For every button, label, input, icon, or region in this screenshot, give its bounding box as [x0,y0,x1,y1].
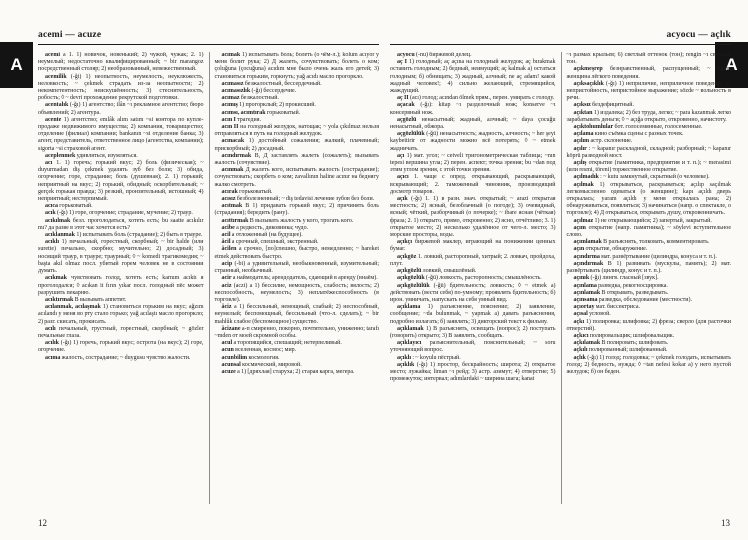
headword: aç II [397,95,409,102]
headword: acıttırmak [221,217,249,224]
dictionary-entry: açılım астр. склонение. [573,138,633,145]
headword: acıklı [45,239,60,246]
dictionary-entry: acibe а редкость, диковинка; чудо. [221,224,309,231]
dictionary-entry: açkı 1) полировка; шлифовка; 2) фреза; сверло (для расточки отверстий). [566,318,731,332]
headword: acunbilim [221,354,248,361]
dictionary-entry: açlık (-ğı) 1) голод; голодовка; ~ çekmek голодать, испытывать голод; 2) бедность, нужда; ◊ ~tan nefesi kokar а) у него пустой желудок; б) он беден. [566,354,731,375]
dictionary-entry: açım открытие (напр. памятника); ~ söylevi вступительное слово. [566,224,731,239]
thumb-tab-letter: A [725,55,738,74]
headword: açgözlü [397,116,417,123]
headword: acınmak [221,167,244,174]
dictionary-entry: acıktırmak В вызывать аппетит. [45,296,127,303]
page-number-right: 13 [721,518,730,528]
headword: açıklamak [397,325,424,332]
headword: açılmak [573,181,594,188]
dictionary-entry: acındırmak В, Д заставлять жалеть (сожалеть); вызывать жалость (сочувствие). [214,152,379,167]
dictionary-entry: acılı печальный, грустный, горестный, скорбный; ~ gözler печальные глаза. [38,325,204,339]
headword: açıkçı [397,239,412,246]
headword: acyocu [397,52,415,58]
headword: acımsı, acımtırak [221,109,266,116]
headword: acındırmak [221,152,252,159]
dictionary-entry: açıksız бездефицитный. [573,102,635,109]
headword: açık [397,196,408,203]
text-columns [38,52,379,504]
dictionary-entry: açıklayıcı разъяснительный, пояснительный; ~ soru уточняющий вопрос. [390,340,556,354]
dictionary-entry: âcil а срочный, спешный, экстренный. [221,239,319,246]
running-head-left: acemi — acuze [38,30,379,45]
headword: acente [45,116,62,123]
headword: açımlamak [573,239,602,246]
headword: açılım [573,138,590,145]
dictionary-entry: acımış 1) прогорклый; 2) прокисший. [221,102,316,109]
dictionary-entry: açıktan 1) издалека; 2) без труда, легко; ~ para kazanmak легко зарабатывать деньги; ◊ ~ açığa открыто, откровенно, начистоту. [566,109,731,123]
dictionary-entry: aciz (aczi) а 1) бессилие, немощность, слабость; вялость; 2) неспособность, неумелость; 3) неплатёжеспособность (в торговле). [214,282,379,303]
dictionary-entry: acıca горьковатый. [45,203,93,210]
headword: açıksaçıklık [573,80,604,87]
dictionary-entry: açıklık (-ğı) 1) простор, бескрайность; широта; 2) открытое место; лужайка; liman ~ı рейд; 3) астр. азимут; 4) отверстие; 5) промежуток; интервал; adımlardaki ~ ширина шага; kanat [390,361,556,383]
headword: âcizane [221,325,241,332]
headword: açıklık [397,361,415,368]
dictionary-entry: açıklama 1) разъяснение, пояснение; 2) заявление, сообщение; ~da bulunmak, ~ yapmak а) давать разъяснения, подробно излагать; б) заявлять; 3) дикторский текст к фильму. [390,304,556,325]
headword: açıksız [573,102,591,109]
dictionary-entry: acemilik (-ği) 1) неопытность, неумелость, неуклюжесть, неловкость; ~ çekmek страдать из-за неопытности; 2) некомпетентность; неискушённость; 3) стеснительность, робость; ◊ ~ devri прохождение рекрутской подготовки. [38,73,204,102]
dictionary-entry: aç I 1) голодный; aç açına на голодный желудок; aç bırakmak оставить голодным; 2) бедный, неимущий; aç kalmak а) остаться голодным; б) обнищать; 3) жадный, алчный; ne aç adam! какой жадный человек!; 4) сильно желающий, стремящийся, жаждущий. [390,59,556,95]
dictionary-entry: acıklı 1) печальный, горестный, скорбный; ~ bir halde (или surette) печально, скорбно; мучительно; 2) досадный; 3) носящий траур, в трауре; траурный; ◊ ~ komedi трагикомедия; ~ başta akıl olmaz посл. убитый горем человек не в состоянии думать. [38,239,204,275]
headword: acul [221,340,233,347]
dictionary-entry: acırak горьковатый. [221,188,273,195]
dictionary-entry: açılmadık : ~ kutu замкнутый, скрытный (о человеке). [573,174,710,181]
dictionary-entry: açkılamak В полировать; шлифовать. [573,340,669,347]
dictionary-entry: acun вселенная, космос; мир. [221,347,297,354]
dictionary-entry: acımaz безжалостный. [221,95,280,102]
headword: açındırma [573,253,600,260]
page-left [38,30,379,522]
headword: âciz [221,304,232,311]
dictionary-entry: acul а торопящийся, спешащий; нетерпеливый. [221,340,342,347]
dictionary-entry: açılmaz 1) не открывающийся; 2) запертый, закрытый. [573,217,712,224]
dictionary-entry: acık (-ğı) 1) горе, огорчение; страдание, мучение; 2) траур. [45,210,193,217]
headword: acıklanmak [45,232,76,239]
dictionary-entry: acunbilim космология. [221,354,280,361]
dictionary-entry: açı 1) мат. угол; ~ cetveli тригонометрическая таблица; ~nın tepesi вершина угла; 2) перен. аспект; точка зрения; bu ~dan под этим углом зрения, с этой точки зрения. [390,152,556,174]
headword: acıtmak [221,203,243,210]
headword: açkıcı [573,332,589,339]
dictionary-entry: açıklamak 1) В разъяснять, освещать (вопрос); 2) поступать (говорить) открыто; 3) В заявлять, сообщать. [390,325,556,339]
dictionary-entry: acıkmak чувствовать голод, хотеть есть; karnım acıktı я проголодался; ◊ acıkan it fırın yıkar посл. голодный пёс может разрушить пекарню. [38,275,204,296]
headword: acip [221,260,233,267]
dictionary-entry: âcizane а-п смиренно, покорно, почтительно, униженно; tarafı ~mden от моей скромной особы. [214,325,379,339]
headword: acıca [45,203,58,210]
headword: aceplenmek [45,152,76,159]
dictionary-entry: açılır : ~ kapanır раскладной, складной; разборный; ~ kapanır köprü разводной мост. [566,145,731,159]
headword: açıklı [397,354,412,361]
headword: acılı [45,325,56,332]
headword: açıkgözlük [397,275,425,282]
headword: acentalık [45,102,69,109]
dictionary-entry: açgözlü ненасытный; жадный, алчный; ~ daya çocuğu ненасытный, обжора. [390,116,556,131]
dictionary-entry: açkılı полированный; шлифованный. [573,347,668,354]
headword: acınacak [221,138,245,145]
headword: acı [45,160,53,167]
dictionary-entry: açıkçı биржевой маклер, играющий на понижении ценных бумаг. [390,239,556,253]
headword: açgözlülük [397,131,425,138]
headword: acunsal [221,361,241,368]
headword: açınsama [573,296,598,303]
dictionary-entry: aç II (acı) голод; acından ölmek прям., перен. умирать с голоду. [397,95,555,102]
dictionary-entry: acın I трагедия. [221,116,261,123]
dictionary-entry: açıkmeşrep безнравственный, распущенный; ~ kadın женщина лёгкого поведения. [566,66,731,80]
headword: açın [573,246,585,253]
dictionary-entry: açın открытие, обнаружение. [573,246,648,253]
dictionary-entry: açıortay мат. биссектриса. [573,304,641,311]
headword: acuze [221,368,236,375]
headword: aciz [221,282,232,289]
dictionary-entry: acı 1. 1) горечь; горький вкус; 2) боль (физическая); ~ duyurmadan diş çekmek удалять зуб без боли; 3) обида, огорчение; горе, страдание; боль (душевная); 2. 1) горький; неприятный на вкус; 2) горький, обидный; оскорбительный; ~ gerçek горькая правда; 3) резкий, пронзительный, истошный; 4) неприятный; нестерпимый. [38,160,204,203]
headword: açlık [573,354,586,361]
headword: acibe [221,224,235,231]
dictionary-entry: acıma жалость, сострадание; ~ duygusu чувство жалости. [45,354,191,361]
dictionary-entry: açınlamak В открывать, разведывать. [573,289,669,296]
headword: açılmaz [573,217,594,224]
dictionary-entry: açınsama разведка, обследование (местности). [573,296,692,303]
headword: acıktırmak [45,296,74,303]
dictionary-entry: açısal угловой. [573,311,611,318]
headword: açıcı [397,174,409,181]
column-1 [390,52,561,504]
dictionary-entry: acımak 1) испытывать боль; болеть (о чём-л.); kolum acıyor у меня болит рука; 2) Д жалеть, сочувствовать; болеть о ком; çoluğuna (çocuğuna) acıdım мне было очень жаль его детей; 3) становиться горьким, горкнуть; yağ acıdı масло прогоркло. [214,52,379,80]
headword: açıktohumlular [573,124,614,131]
headword: acık [45,210,56,217]
headword: açkılı [573,347,588,354]
headword: âcil [221,239,231,246]
headword: açkı [573,318,585,325]
dictionary-entry: acemi а 1. 1) новичок, новенький; 2) чужой, чужак; 2. 1) неумелый; недостаточно квалифицированный; ~ bir marangoz посредственный столяр; 2) необразованный, невежественный. [38,52,204,73]
headword: açkılamak [573,340,601,347]
page-number-left: 12 [38,518,47,528]
dictionary-entry: açgözlülük (-ğü) ненасытность; жадность, алчность; ~ her şeyi kaybettirir от жадности можно всё потерять; ◊ ~ etmek жадничать. [390,131,556,152]
headword: açıkgözlü [397,268,422,275]
headword: açıortay [573,304,595,311]
headword: açınlama [573,282,597,289]
headword: acın II [221,124,239,131]
dictionary-entry: açacak (-ğı): kitap ~ı разделочный нож; konserve ~ı консервный нож. [390,102,556,116]
dictionary-entry: açınlama разведка, рекогносцировка. [573,282,668,289]
headword: acemi [45,52,60,58]
dictionary-entry: acıklanmak 1) испытывать боль (страдание); 2) быть в трауре. [45,232,203,239]
headword: acımasızlık [221,88,251,95]
dictionary-entry: acımsı, acımtırak горьковатый. [221,109,301,116]
headword: açıkmeşrep [573,66,603,73]
headword: açım [573,224,586,231]
headword: açıklama [397,304,421,311]
dictionary-entry: açılama кино съёмка сцены с разных точек. [573,131,684,138]
dictionary-entry: acımasızlık (-ğı) бессердечие. [221,88,297,95]
headword: açıkgöz [397,253,417,260]
headword: acılık [45,340,60,347]
headword: acıkılmak [45,217,71,224]
dictionary-entry: açkıcı полировальщик; шлифовальщик. [573,332,675,339]
headword: açınık [573,275,590,282]
dictionary-entry: açıcı 1. чаще с опред. открывающий, раскрывающий, вскрывающий; 2. таможенный чиновник, производящий досмотр товаров. [390,174,556,195]
dictionary-entry: acınacak 1) достойный сожаления; жалкий, плачевный; прискорбный; 2) досадный. [214,138,379,152]
headword: açısal [573,311,588,318]
dictionary-entry: acıtmak В 1) придавать горький вкус; 2) причинять боль (страдания); бередить (рану). [214,203,379,217]
dictionary-entry: acente 1) агентство; emlâk alım satım ~si контора по купле-продаже недвижимого имущества; 2) компания, товарищество; отделение (филиал) компании; bankanın ~si отделение банка; 3) агент, представитель, ответственное лицо (агентства, компании); sigorta ~si страховой агент. [38,116,204,152]
dictionary-entry: acın II на голодный желудок, натощак; ~ yola çıkılmaz нельзя отправляться в путь на голодный желудок. [214,124,379,138]
headword: aç I [397,59,407,66]
headword: açıklayıcı [397,340,422,347]
headword: acımış [221,102,238,109]
dictionary-entry: acılık (-ğı) 1) горечь, горький вкус; острота (на вкус); 2) горе, огорчение. [38,340,204,354]
headword: açılama [573,131,594,138]
dictionary-entry: acil а отложенный (на будущее). [221,232,303,239]
dictionary-entry: âciz а 1) бессильный, немощный, слабый; 2) неспособный, неумелый; беспомощный, бессильный (что-л. сделать); ~ bir mahlûk слабое (беспомощное) существо. [214,304,379,325]
dictionary-entry: ~ı размах крыльев; 6) светлый оттенок (тон); rengin ~ı светлый тон. [566,52,731,66]
headword: acıkmak [45,275,68,282]
dictionary-entry: açıklı : ~ koyulu пёстрый. [397,354,461,361]
headword: acımasız [221,80,244,87]
column-2 [209,52,380,504]
dictionary-entry: acentalık (-ğı) 1) агентство; ilân ~ı рекламное агентство; бюро объявлений; 2) агентура. [38,102,204,116]
dictionary-entry: açık (-ğı) 1. 1) в разн. знач. открытый; ~ arazi открытая местность; 2) ясный, безоблачный (о погоде); 3) очевидный, ясный; чёткий, разборчивый (о почерке); ~ ibare ясная (чёткая) фраза; 2. 1) открыто, прямо, откровенно; 2) ясно, отчётливо; 3. 1) открытое место; 2) несколько удалённое от чего-л. место; 3) морские просторы, воды. [390,196,556,239]
headword: açı [397,152,405,159]
headword: acımak [221,52,241,58]
headword: acımaz [221,95,240,102]
dictionary-entry: açılış открытие (памятника, предприятия и т. п.); ~ merasimi (или resmi, töreni) торжественное открытие. [566,160,731,174]
headword: açındırmak [573,260,604,267]
headword: açılır [573,145,587,152]
dictionary-entry: acir а наймодатель; арендодатель, сдающий в аренду (внаём). [221,275,378,282]
column-2 [561,52,732,504]
dictionary-entry: acısız безболезненный; ~ diş tedavisi лечение зубов без боли. [221,196,375,203]
dictionary-entry: acuze а 1) [дряхлая] старуха; 2) старая карга, мегера. [221,368,355,375]
dictionary-entry: âcilen а срочно, [по]спешно, быстро, немедленно; ~ hareket etmek действовать быстро. [214,246,379,260]
headword: açacak [397,102,415,109]
headword: acun [221,347,234,354]
dictionary-entry: acip (-bi) а удивительный, необыкновенный, изумительный; странный, необычный. [214,260,379,275]
dictionary-entry: açıkgözlülük (-ğü) бдительность; ловкость; ◊ ~ etmek а) действовать (вести себя) по-умному; проявлять бдительность; б) ирон. умничать, напускать на себя умный вид. [390,282,556,303]
dictionary-entry: aceplenmek удивляться, изумляться. [45,152,138,159]
headword: acemilik [45,73,67,80]
dictionary-entry: açıkgözlük (-ğü) ловкость, расторопность; смышлёность. [397,275,542,282]
headword: açılmadık [573,174,599,181]
dictionary-entry: açındırma мат. развёртывание (цилиндра, конуса и т. п.). [573,253,717,260]
dictionary-entry: açıkgöz 1. ловкий, расторопный, хитрый; 2. ловкач, пройдоха, плут. [390,253,556,267]
dictionary-entry: acunsal космический, мировой. [221,361,302,368]
headword: açınlamak [573,289,601,296]
headword: acir [221,275,232,282]
dictionary-entry: açındırmak В 1) развивать (мускулы, память); 2) мат. развёртывать (цилиндр, конус и т. п.). [566,260,731,275]
dictionary-entry: acıttırmak В вызывать жалость у кого, трогать кого. [221,217,354,224]
dictionary-entry: açıksaçıklık (-ğı) 1) неприличие, неприличное поведение; 2) непристойность, непристойное выражение; sözde ~ вольность в речи. [566,80,731,102]
headword: açıkgözlülük [397,282,430,289]
page-right [390,30,731,522]
headword: acın I [221,116,236,123]
headword: açıktan [573,109,593,116]
thumb-index-tab-left [0,42,33,88]
thumb-tab-letter: A [10,55,23,74]
dictionary-entry: açıkgözlü ловкий, смышлёный. [397,268,477,275]
headword: acıma [45,354,61,361]
headword: âcilen [221,246,237,253]
headword: acılanmak, acılaşmak [45,304,101,311]
dictionary-entry: acınmak Д жалеть кого, испытывать жалость (сострадание); сочувствовать; скорбеть о ком; zavallının haline acınır на беднягу жалко смотреть. [214,167,379,188]
column-1 [38,52,209,504]
dictionary-entry: açımlamak В разъяснять, толковать, комментировать. [573,239,710,246]
headword: açılış [573,160,587,167]
dictionary-entry: acıkılmak безл. проголодаться, хотеть есть; bu saatte acıkılır mı? да разве в этот час хочется есть? [38,217,204,231]
headword: acırak [221,188,238,195]
dictionary-entry: acılanmak, acılaşmak 1) становиться горьким на вкус; ağzım acılandı у меня во рту стало горько; yağ acılaştı масло прогоркло; 2) разг. скисать, прокисать. [38,304,204,325]
dictionary-entry: acyocu (-nu) биржевой делец. [397,52,472,58]
dictionary-entry: acımasız безжалостный, бессердечный. [221,80,322,87]
dictionary-entry: açılmak 1) открываться, раскрываться; açılıp saçılmak легкомысленно одеваться (о женщине); kapı açıldı дверь открылась; yaram açıldı у меня открылась рана; 2) обнаруживаться, появляться; 3) начинаться (напр. о спектакле, о торговле); 4) Д открываться, открывать душу, откровенничать. [566,181,731,217]
text-columns [390,52,731,504]
running-head-right: acyocu — açlık [390,30,731,45]
dictionary-entry: açıktohumlular бот. голосемянные, голосеменные. [573,124,703,131]
dictionary-entry: açınık (-ğı) лингв. гласный [звук]. [573,275,659,282]
headword: acil [221,232,231,239]
headword: acısız [221,196,236,203]
